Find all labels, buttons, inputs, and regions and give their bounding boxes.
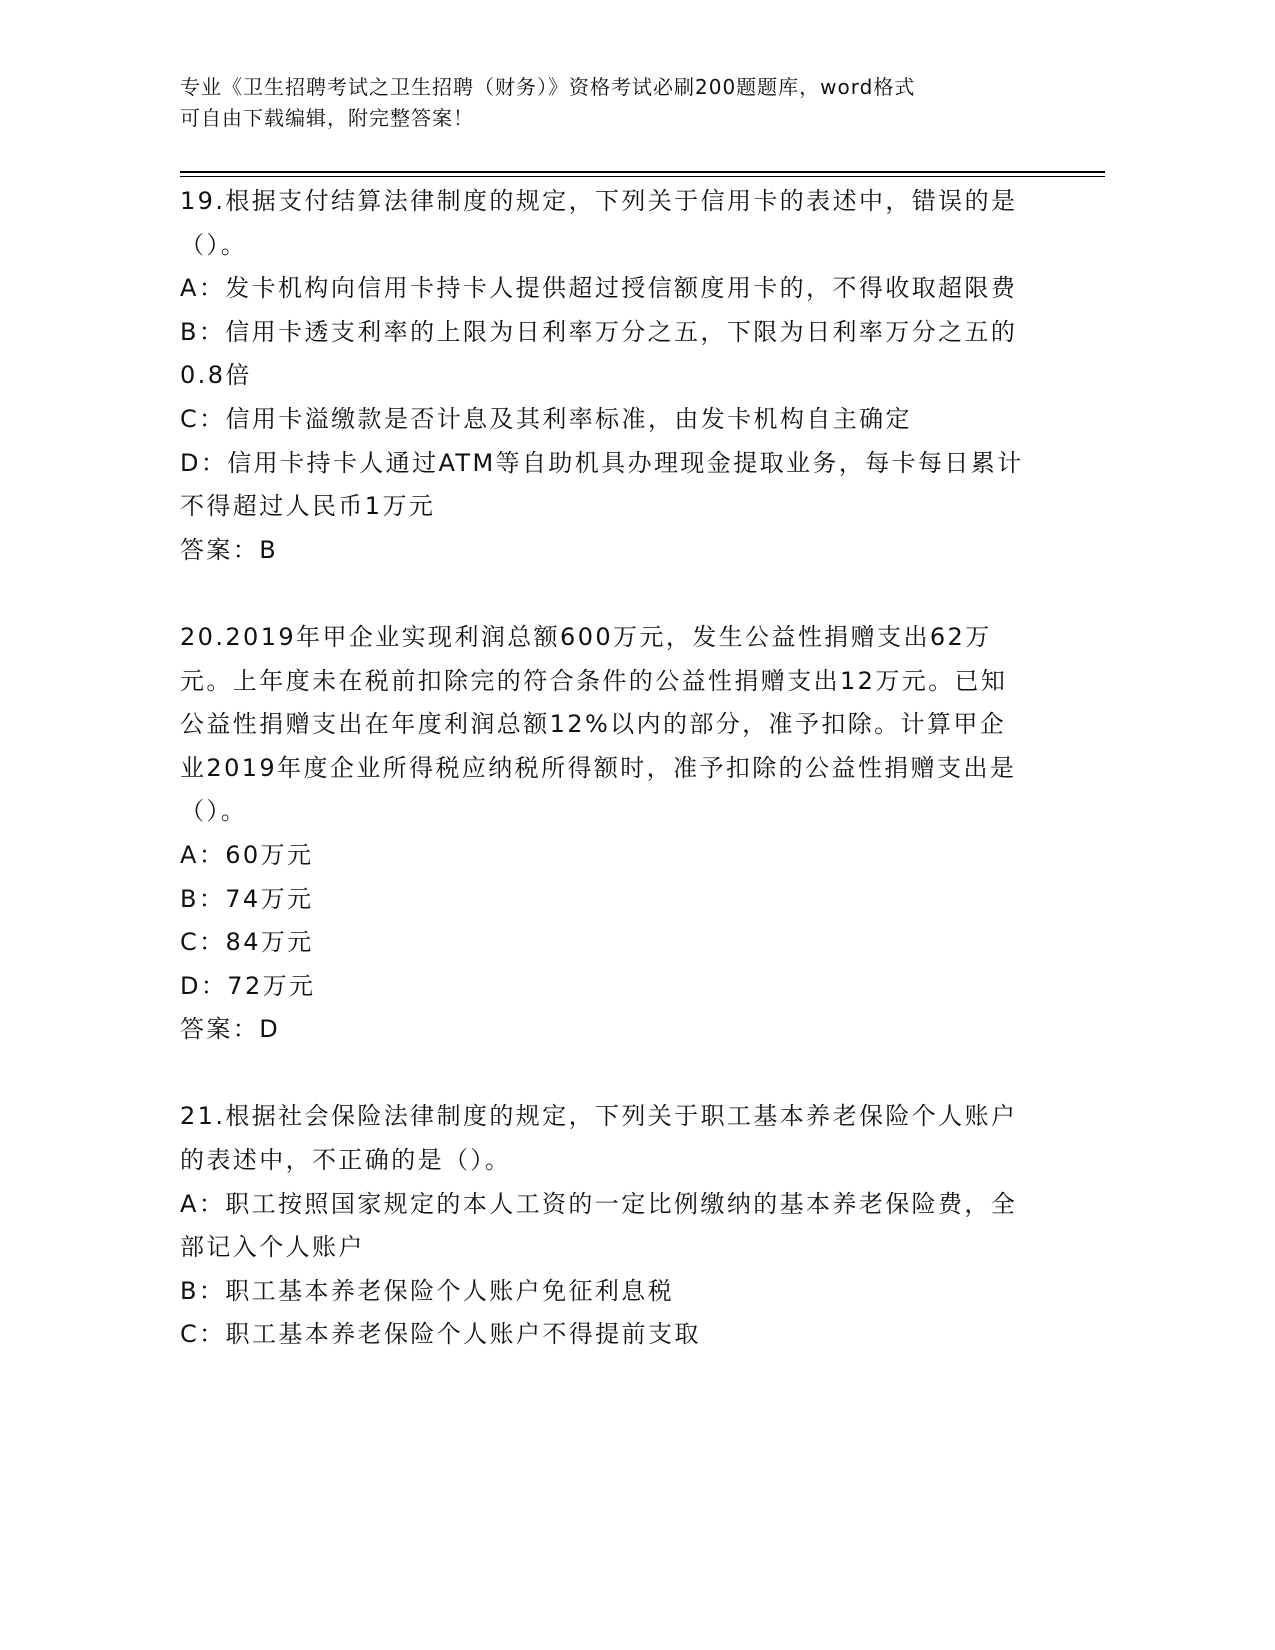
answer: 答案：D [180, 1015, 281, 1044]
header-divider-thin [180, 176, 1105, 177]
question-stem: 20.2019年甲企业实现利润总额600万元，发生公益性捐赠支出62万元。上年度未在税前扣除完的符合条件的公益性捐赠支出12万元。已知公益性捐赠支出在年度利润总额12%以内的部分，准予扣除。计算甲企业2019年度企业所得税应纳税所得额时，准予扣除的公益性捐赠支出是（）。 [180, 622, 1017, 826]
header-line-1: 专业《卫生招聘考试之卫生招聘（财务）》资格考试必刷200题题库，word格式 [180, 75, 916, 99]
header-line-2: 可自由下载编辑，附完整答案！ [180, 106, 474, 130]
option-c: C：信用卡溢缴款是否计息及其利率标准，由发卡机构自主确定 [180, 404, 912, 433]
option-a: A：职工按照国家规定的本人工资的一定比例缴纳的基本养老保险费，全部记入个人账户 [180, 1189, 1018, 1262]
option-b: B：职工基本养老保险个人账户免征利息税 [180, 1276, 675, 1305]
option-d: D：72万元 [180, 971, 316, 1000]
question-stem: 19.根据支付结算法律制度的规定，下列关于信用卡的表述中，错误的是（）。 [180, 187, 1018, 259]
option-b: B：74万元 [180, 884, 314, 913]
header-divider [180, 171, 1105, 173]
answer: 答案：B [180, 535, 279, 564]
option-b: B：信用卡透支利率的上限为日利率万分之五，下限为日利率万分之五的0.8倍 [180, 317, 1018, 390]
option-c: C：84万元 [180, 928, 314, 957]
option-a: A：发卡机构向信用卡持卡人提供超过授信额度用卡的，不得收取超限费 [180, 274, 1018, 303]
option-a: A：60万元 [180, 840, 314, 869]
option-c: C：职工基本养老保险个人账户不得提前支取 [180, 1320, 701, 1349]
question-20 [180, 616, 1030, 1052]
document-header [180, 72, 1040, 134]
question-stem: 21.根据社会保险法律制度的规定，下列关于职工基本养老保险个人账户的表述中，不正确的是（）。 [180, 1102, 1018, 1175]
option-d: D：信用卡持卡人通过ATM等自助机具办理现金提取业务，每卡每日累计不得超过人民币1万元 [180, 448, 1024, 521]
question-19 [180, 180, 1030, 572]
question-list [180, 180, 1030, 1401]
question-21 [180, 1095, 1030, 1357]
